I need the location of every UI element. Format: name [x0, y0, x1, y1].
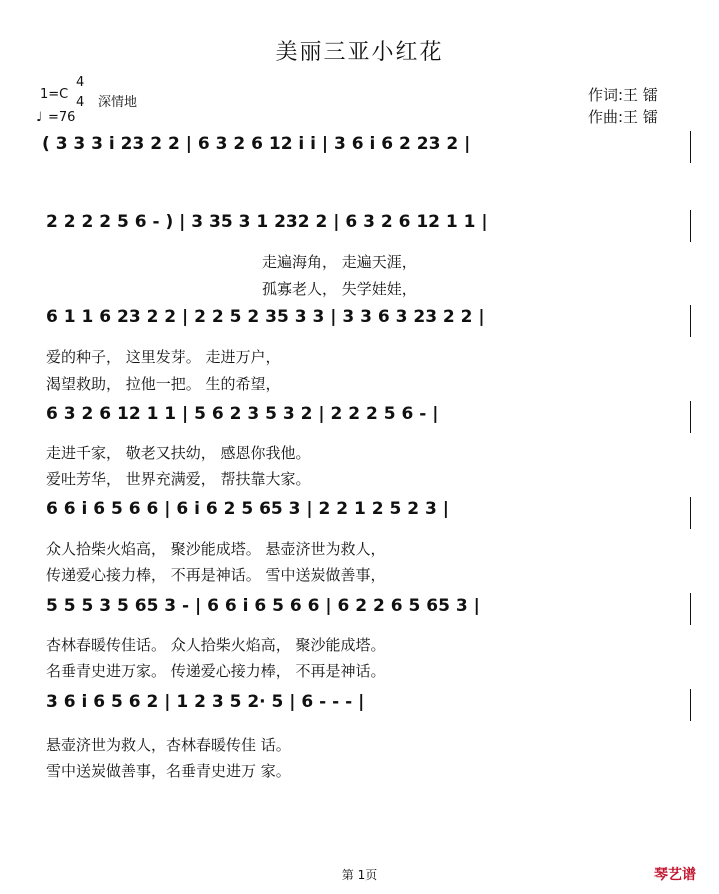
barline [690, 305, 691, 337]
page-number: 第 1页 [341, 868, 378, 882]
time-bottom: 4 [76, 95, 85, 110]
notation-row-5: 6 6 i 6 5 6 6 | 6 i 6 2 5 65 3 | 2 2 1 2 5 2 3 | [46, 499, 449, 519]
notation-row-7: 3 6 i 6 5 6 2 | 1 2 3 5 2· 5 | 6 - - - | [46, 692, 365, 712]
lyric-line: 渴望救助， 拉他一把。 生的希望， [46, 375, 281, 393]
tempo-mark: =76 [48, 110, 76, 125]
notation-row-6: 5 5 5 3 5 65 3 - | 6 6 i 6 5 6 6 | 6 2 2 6 5 65 3 | [46, 596, 480, 616]
lyric-line: 爱吐芳华， 世界充满爱， 帮扶靠大家。 [46, 470, 311, 488]
quarter-note-icon: ♩ [36, 110, 43, 125]
lyric-line: 传递爱心接力棒， 不再是神话。 雪中送炭做善事， [46, 566, 386, 584]
lyricist: 作词:王 镭 [588, 86, 658, 104]
site-logo: 琴艺谱 [654, 867, 696, 883]
expression-mark: 深情地 [98, 95, 138, 110]
barline [690, 210, 691, 242]
lyric-line: 爱的种子， 这里发芽。 走进万户， [46, 348, 281, 366]
time-top: 4 [76, 75, 85, 90]
lyric-line: 雪中送炭做善事，名垂青史进万 家。 [46, 762, 291, 780]
lyric-line: 悬壶济世为救人，杏林春暖传佳 话。 [46, 736, 291, 754]
notation-row-2: 2 2 2 2 5 6 - ) | 3 35 3 1 232 2 | 6 3 2 6 12 1 1 | [46, 212, 488, 232]
barline [690, 689, 691, 721]
notation-row-1: ( 3 3 3 i 23 2 2 | 6 3 2 6 12 i i | 3 6 i 6 2 23 2 | [42, 134, 471, 154]
lyric-line: 名垂青史进万家。 传递爱心接力棒， 不再是神话。 [46, 662, 386, 680]
lyric-line: 杏林春暖传佳话。 众人拾柴火焰高， 聚沙能成塔。 [46, 636, 386, 654]
barline [690, 131, 691, 163]
notation-row-4: 6 3 2 6 12 1 1 | 5 6 2 3 5 3 2 | 2 2 2 5 6 - | [46, 404, 439, 424]
lyric-line: 走遍海角， 走遍天涯， [262, 253, 417, 271]
lyric-line: 走进千家， 敬老又扶幼， 感恩你我他。 [46, 444, 311, 462]
notation-row-3: 6 1 1 6 23 2 2 | 2 2 5 2 35 3 3 | 3 3 6 3 23 2 2 | [46, 307, 485, 327]
key-signature: 1=C [40, 87, 69, 102]
score-title: 美丽三亚小红花 [275, 40, 444, 65]
barline [690, 593, 691, 625]
composer: 作曲:王 镭 [588, 108, 658, 126]
lyric-line: 孤寡老人， 失学娃娃， [262, 280, 417, 298]
barline [690, 401, 691, 433]
barline [690, 497, 691, 529]
lyric-line: 众人拾柴火焰高， 聚沙能成塔。 悬壶济世为救人， [46, 540, 386, 558]
